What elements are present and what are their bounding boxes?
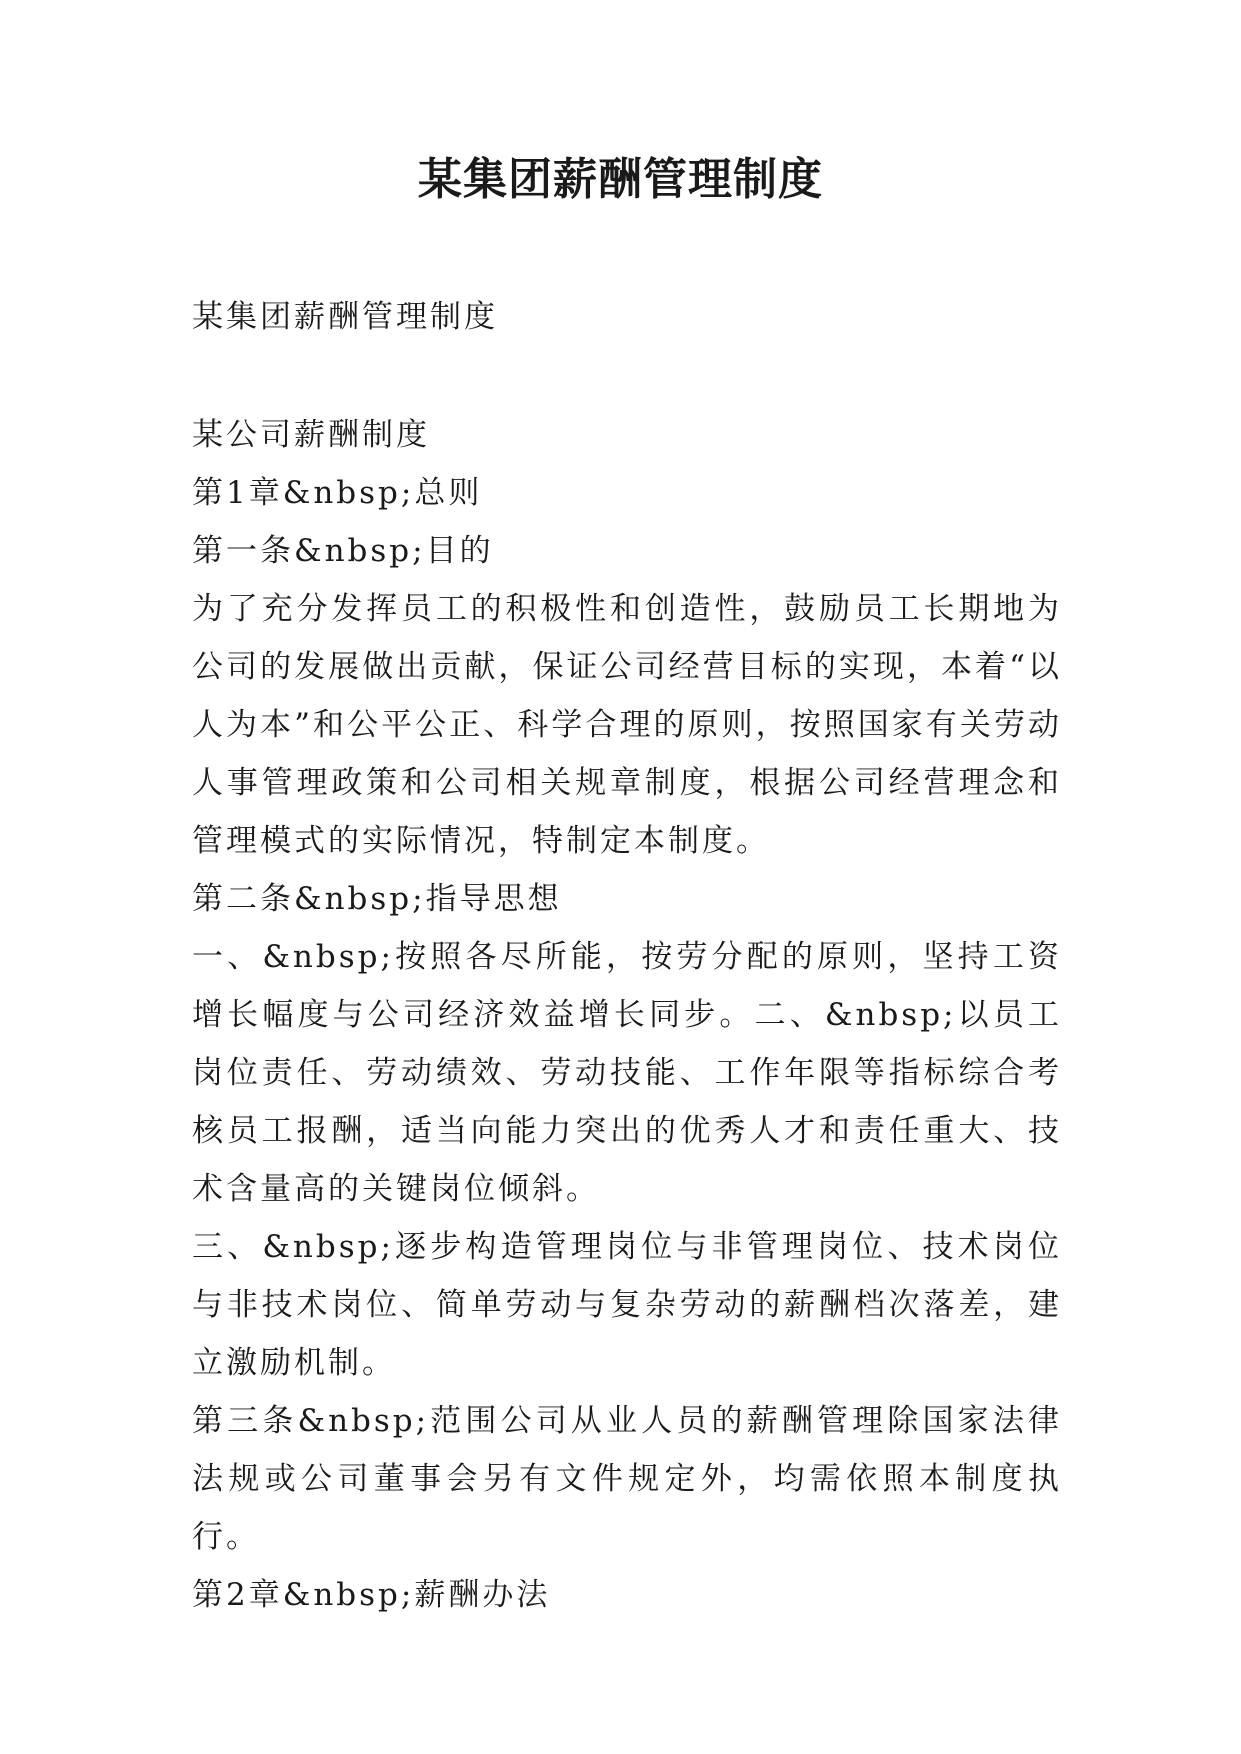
paragraph-article-1: 第一条&nbsp;目的 [192, 533, 494, 569]
paragraph-article-3: 第三条&nbsp;范围公司从业人员的薪酬管理除国家法律法规或公司董事会另有文件规定外，均需依照本制度执行。 [192, 1403, 1062, 1555]
document-subtitle: 某集团薪酬管理制度 [192, 299, 498, 335]
paragraph-purpose: 为了充分发挥员工的积极性和创造性，鼓励员工长期地为公司的发展做出贡献，保证公司经营目标的实现，本着“以人为本”和公平公正、科学合理的原则，按照国家有关劳动人事管理政策和公司相关规章制度，根据公司经营理念和管理模式的实际情况，特制定本制度。 [192, 591, 1062, 859]
document-body [192, 406, 1062, 1624]
paragraph-chapter-2: 第2章&nbsp;薪酬办法 [192, 1577, 551, 1613]
paragraph-company-policy-heading: 某公司薪酬制度 [192, 417, 430, 453]
document-title: 某集团薪酬管理制度 [418, 154, 823, 205]
paragraph-principles-1-2: 一、&nbsp;按照各尽所能，按劳分配的原则，坚持工资增长幅度与公司经济效益增长同步。二、&nbsp;以员工岗位责任、劳动绩效、劳动技能、工作年限等指标综合考核员工报酬，适当向能力突出的优秀人才和责任重大、技术含量高的关键岗位倾斜。 [192, 939, 1062, 1207]
paragraph-principle-3: 三、&nbsp;逐步构造管理岗位与非管理岗位、技术岗位与非技术岗位、简单劳动与复杂劳动的薪酬档次落差，建立激励机制。 [192, 1229, 1062, 1381]
paragraph-article-2: 第二条&nbsp;指导思想 [192, 881, 562, 917]
paragraph-chapter-1: 第1章&nbsp;总则 [192, 475, 483, 511]
